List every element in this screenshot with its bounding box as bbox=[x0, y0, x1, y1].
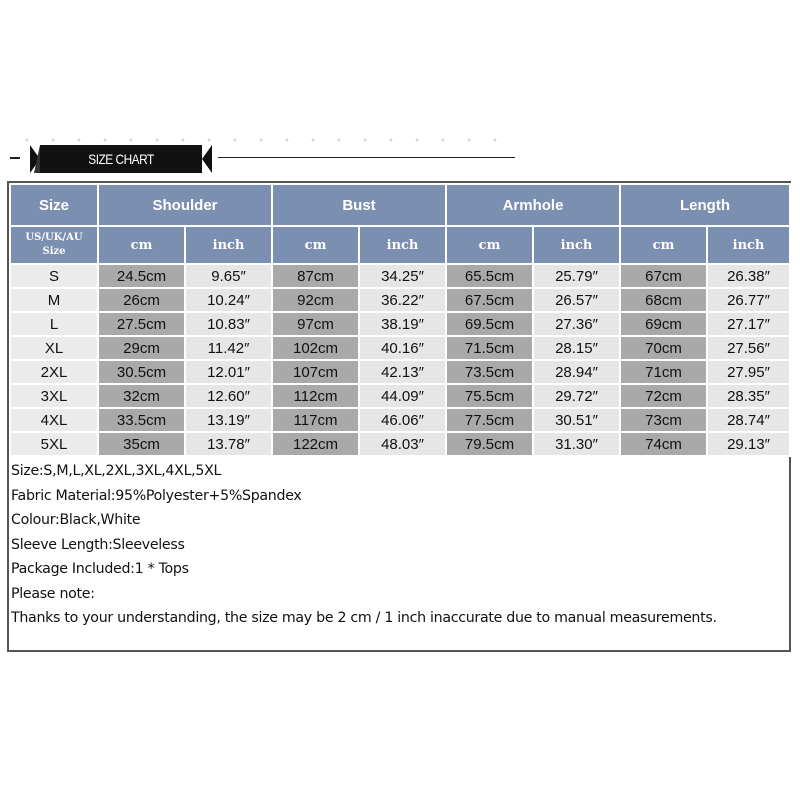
table-row bbox=[10, 384, 790, 408]
length-cm-cell: 70cm bbox=[620, 336, 707, 360]
size-cell: M bbox=[10, 288, 98, 312]
bust-cm-cell: 87cm bbox=[272, 264, 359, 288]
armhole-inch-cell: 31.30″ bbox=[533, 432, 620, 456]
shoulder-inch-cell: 10.24″ bbox=[185, 288, 272, 312]
banner-left-dash bbox=[10, 157, 20, 159]
length-inch-cell: 27.95″ bbox=[707, 360, 790, 384]
bust-cm-cell: 122cm bbox=[272, 432, 359, 456]
size-cell: S bbox=[10, 264, 98, 288]
size-table bbox=[9, 183, 791, 457]
shoulder-cm-cell: 30.5cm bbox=[98, 360, 185, 384]
header-size-region bbox=[10, 226, 98, 264]
length-cm-cell: 67cm bbox=[620, 264, 707, 288]
size-cell: XL bbox=[10, 336, 98, 360]
banner-rule bbox=[218, 157, 515, 158]
length-inch-cell: 27.17″ bbox=[707, 312, 790, 336]
note-line: Colour:Black,White bbox=[11, 512, 141, 528]
bust-cm-cell: 107cm bbox=[272, 360, 359, 384]
armhole-cm-cell: 67.5cm bbox=[446, 288, 533, 312]
armhole-cm-cell: 77.5cm bbox=[446, 408, 533, 432]
bust-cm-cell: 102cm bbox=[272, 336, 359, 360]
header-size: Size bbox=[10, 184, 98, 226]
length-cm-cell: 72cm bbox=[620, 384, 707, 408]
bust-inch-cell: 34.25″ bbox=[359, 264, 446, 288]
shoulder-cm-cell: 29cm bbox=[98, 336, 185, 360]
length-inch-cell: 27.56″ bbox=[707, 336, 790, 360]
shoulder-inch-cell: 13.19″ bbox=[185, 408, 272, 432]
shoulder-inch-cell: 13.78″ bbox=[185, 432, 272, 456]
header-shoulder: Shoulder bbox=[98, 184, 272, 226]
armhole-cm-cell: 69.5cm bbox=[446, 312, 533, 336]
table-row bbox=[10, 336, 790, 360]
length-cm-cell: 71cm bbox=[620, 360, 707, 384]
size-table-body bbox=[10, 264, 790, 456]
table-row bbox=[10, 432, 790, 456]
armhole-inch-cell: 26.57″ bbox=[533, 288, 620, 312]
table-row bbox=[10, 312, 790, 336]
bust-cm-cell: 112cm bbox=[272, 384, 359, 408]
length-inch-cell: 29.13″ bbox=[707, 432, 790, 456]
unit-header: cm bbox=[446, 226, 533, 264]
unit-header: inch bbox=[185, 226, 272, 264]
length-cm-cell: 74cm bbox=[620, 432, 707, 456]
unit-header: inch bbox=[533, 226, 620, 264]
shoulder-cm-cell: 26cm bbox=[98, 288, 185, 312]
size-cell: 2XL bbox=[10, 360, 98, 384]
product-notes bbox=[11, 459, 787, 631]
armhole-inch-cell: 30.51″ bbox=[533, 408, 620, 432]
shoulder-cm-cell: 27.5cm bbox=[98, 312, 185, 336]
unit-header: cm bbox=[98, 226, 185, 264]
header-bust: Bust bbox=[272, 184, 446, 226]
bust-inch-cell: 38.19″ bbox=[359, 312, 446, 336]
armhole-cm-cell: 75.5cm bbox=[446, 384, 533, 408]
size-cell: L bbox=[10, 312, 98, 336]
banner-title: SIZE CHART bbox=[88, 151, 154, 167]
shoulder-cm-cell: 33.5cm bbox=[98, 408, 185, 432]
armhole-inch-cell: 28.15″ bbox=[533, 336, 620, 360]
shoulder-cm-cell: 35cm bbox=[98, 432, 185, 456]
size-cell: 4XL bbox=[10, 408, 98, 432]
size-cell: 3XL bbox=[10, 384, 98, 408]
shoulder-inch-cell: 11.42″ bbox=[185, 336, 272, 360]
note-line: Please note: bbox=[11, 585, 95, 602]
shoulder-inch-cell: 10.83″ bbox=[185, 312, 272, 336]
unit-header-row bbox=[10, 226, 790, 264]
size-chart-frame bbox=[7, 181, 791, 652]
length-cm-cell: 73cm bbox=[620, 408, 707, 432]
shoulder-cm-cell: 24.5cm bbox=[98, 264, 185, 288]
decorative-dots bbox=[14, 138, 514, 142]
length-inch-cell: 26.77″ bbox=[707, 288, 790, 312]
shoulder-inch-cell: 12.60″ bbox=[185, 384, 272, 408]
shoulder-cm-cell: 32cm bbox=[98, 384, 185, 408]
size-region-label: US/UK/AU bbox=[25, 232, 83, 243]
table-row bbox=[10, 408, 790, 432]
bust-inch-cell: 40.16″ bbox=[359, 336, 446, 360]
note-line: Fabric Material:95%Polyester+5%Spandex bbox=[11, 487, 302, 504]
size-chart-banner bbox=[30, 145, 212, 173]
length-cm-cell: 68cm bbox=[620, 288, 707, 312]
bust-inch-cell: 46.06″ bbox=[359, 408, 446, 432]
armhole-inch-cell: 29.72″ bbox=[533, 384, 620, 408]
bust-cm-cell: 92cm bbox=[272, 288, 359, 312]
note-line: Package Included:1 * Tops bbox=[11, 561, 189, 577]
shoulder-inch-cell: 9.65″ bbox=[185, 264, 272, 288]
header-armhole: Armhole bbox=[446, 184, 620, 226]
armhole-cm-cell: 71.5cm bbox=[446, 336, 533, 360]
length-inch-cell: 26.38″ bbox=[707, 264, 790, 288]
header-length: Length bbox=[620, 184, 790, 226]
length-inch-cell: 28.74″ bbox=[707, 408, 790, 432]
bust-cm-cell: 117cm bbox=[272, 408, 359, 432]
table-row bbox=[10, 360, 790, 384]
table-row bbox=[10, 288, 790, 312]
armhole-inch-cell: 27.36″ bbox=[533, 312, 620, 336]
armhole-inch-cell: 28.94″ bbox=[533, 360, 620, 384]
size-sub-label: Size bbox=[42, 246, 66, 257]
shoulder-inch-cell: 12.01″ bbox=[185, 360, 272, 384]
bust-inch-cell: 48.03″ bbox=[359, 432, 446, 456]
length-cm-cell: 69cm bbox=[620, 312, 707, 336]
note-line: Thanks to your understanding, the size may be 2 cm / 1 inch inaccurate due to manual measurements. bbox=[11, 610, 717, 626]
unit-header: inch bbox=[359, 226, 446, 264]
unit-header: inch bbox=[707, 226, 790, 264]
table-row bbox=[10, 264, 790, 288]
unit-header: cm bbox=[620, 226, 707, 264]
armhole-cm-cell: 73.5cm bbox=[446, 360, 533, 384]
unit-header: cm bbox=[272, 226, 359, 264]
note-line: Size:S,M,L,XL,2XL,3XL,4XL,5XL bbox=[11, 463, 222, 479]
group-header-row bbox=[10, 184, 790, 226]
bust-inch-cell: 36.22″ bbox=[359, 288, 446, 312]
note-line: Sleeve Length:Sleeveless bbox=[11, 536, 185, 553]
size-cell: 5XL bbox=[10, 432, 98, 456]
armhole-inch-cell: 25.79″ bbox=[533, 264, 620, 288]
armhole-cm-cell: 79.5cm bbox=[446, 432, 533, 456]
bust-cm-cell: 97cm bbox=[272, 312, 359, 336]
armhole-cm-cell: 65.5cm bbox=[446, 264, 533, 288]
bust-inch-cell: 44.09″ bbox=[359, 384, 446, 408]
bust-inch-cell: 42.13″ bbox=[359, 360, 446, 384]
length-inch-cell: 28.35″ bbox=[707, 384, 790, 408]
